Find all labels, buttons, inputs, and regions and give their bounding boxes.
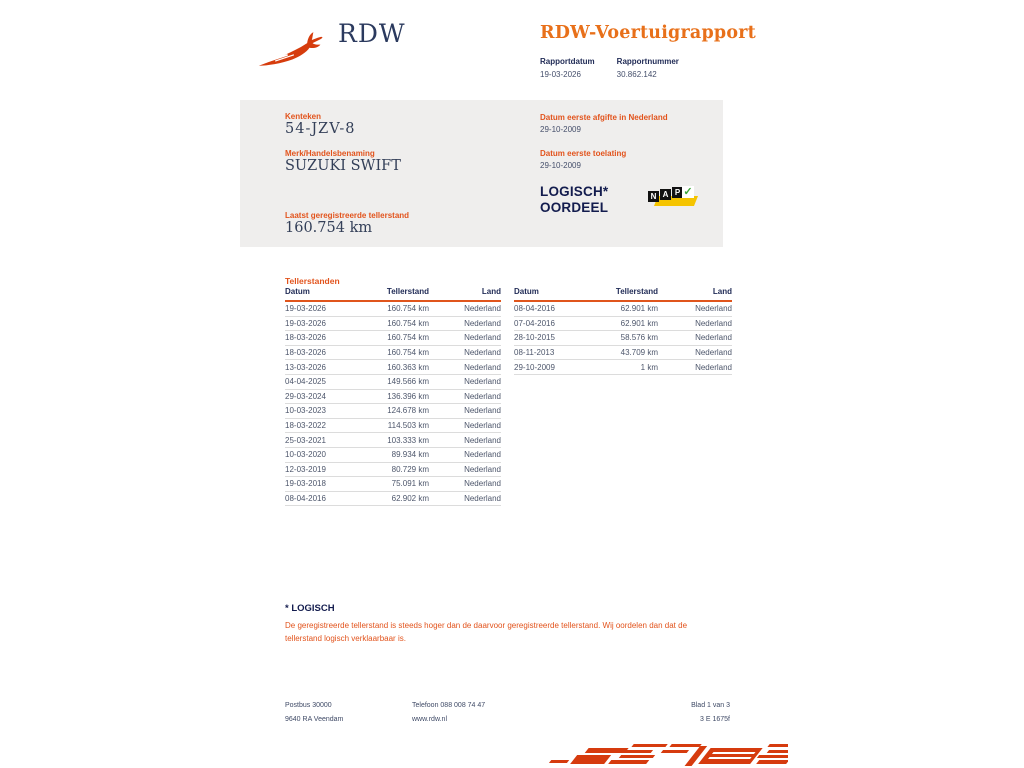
cell-land: Nederland (695, 318, 732, 328)
oordeel-line2: OORDEEL (540, 200, 609, 215)
cell-tellerstand: 136.396 km (387, 391, 429, 401)
merk-value: SUZUKI SWIFT (285, 158, 401, 174)
cell-tellerstand: 62.901 km (620, 318, 658, 328)
cell-datum: 18-03-2026 (285, 348, 326, 358)
eerste-afgifte-label: Datum eerste afgifte in Nederland (540, 113, 668, 122)
tellerstanden-table-right (514, 287, 732, 375)
cell-land: Nederland (464, 406, 501, 416)
nap-letter-p: P (672, 187, 683, 198)
table-row (285, 331, 501, 346)
footnote-title: * LOGISCH (285, 603, 335, 614)
table-row (285, 375, 501, 390)
cell-tellerstand: 75.091 km (391, 479, 429, 489)
cell-land: Nederland (464, 435, 501, 445)
footer-address-line2: 9640 RA Veendam (285, 716, 344, 723)
report-date-value: 19-03-2026 (540, 70, 581, 79)
oordeel-verdict (540, 184, 608, 216)
eerste-toelating-value: 29-10-2009 (540, 161, 581, 170)
laatste-tellerstand-value: 160.754 km (285, 220, 373, 236)
table-row (514, 360, 732, 375)
cell-tellerstand: 160.754 km (387, 333, 429, 343)
cell-tellerstand: 114.503 km (387, 421, 429, 431)
cell-datum: 25-03-2021 (285, 435, 326, 445)
cell-datum: 19-03-2026 (285, 304, 326, 314)
kenteken-value: 54-JZV-8 (285, 121, 356, 137)
report-meta (540, 57, 679, 79)
table-row (285, 390, 501, 405)
column-header-datum: Datum (285, 287, 310, 296)
tellerstanden-section-title: Tellerstanden (285, 276, 340, 286)
cell-tellerstand: 160.754 km (387, 304, 429, 314)
rdw-logo-text: RDW (338, 19, 406, 48)
cell-datum: 28-10-2015 (514, 333, 555, 343)
footer-page-number: Blad 1 van 3 (691, 702, 730, 709)
table-row (285, 492, 501, 507)
report-number-value: 30.862.142 (616, 70, 657, 79)
cell-land: Nederland (695, 348, 732, 358)
footer-address-line1: Postbus 30000 (285, 702, 332, 709)
cell-land: Nederland (464, 333, 501, 343)
table-row (285, 302, 501, 317)
column-header-land: Land (481, 287, 501, 296)
rdw-bird-logo-icon (258, 24, 336, 70)
report-date-label: Rapportdatum (540, 57, 595, 66)
oordeel-line1: LOGISCH* (540, 184, 609, 199)
table-row (285, 419, 501, 434)
cell-land: Nederland (464, 348, 501, 358)
cell-tellerstand: 1 km (640, 362, 658, 372)
cell-datum: 04-04-2025 (285, 377, 326, 387)
cell-datum: 08-04-2016 (514, 304, 555, 314)
cell-datum: 13-03-2026 (285, 362, 326, 372)
cell-tellerstand: 149.566 km (387, 377, 429, 387)
footnote-text: De geregistreerde tellerstand is steeds hoger dan de daarvoor geregistreerde tellerstand. Wij oordelen dan dat de tellerstand logisch verklaarbaar is. (285, 621, 688, 643)
cell-datum: 19-03-2026 (285, 318, 326, 328)
cell-tellerstand: 62.901 km (620, 304, 658, 314)
cell-datum: 19-03-2018 (285, 479, 326, 489)
cell-land: Nederland (464, 450, 501, 460)
nap-letter-a: A (660, 189, 671, 200)
table-row (514, 331, 732, 346)
column-header-tellerstand: Tellerstand (386, 287, 429, 296)
cell-tellerstand: 80.729 km (391, 464, 429, 474)
cell-datum: 08-04-2016 (285, 494, 326, 504)
nap-checkmark-icon: ✓ (683, 186, 693, 198)
footer-phone: Telefoon 088 008 74 47 (412, 702, 486, 709)
cell-tellerstand: 160.363 km (387, 362, 429, 372)
cell-tellerstand: 58.576 km (620, 333, 658, 343)
table-row (285, 346, 501, 361)
table-row (285, 404, 501, 419)
merk-label: Merk/Handelsbenaming (285, 149, 375, 158)
report-number-label: Rapportnummer (616, 57, 679, 66)
cell-tellerstand: 160.754 km (387, 318, 429, 328)
tellerstanden-table-left (285, 287, 501, 506)
table-row (514, 346, 732, 361)
cell-land: Nederland (464, 304, 501, 314)
vehicle-info-box (240, 100, 723, 247)
cell-tellerstand: 103.333 km (387, 435, 429, 445)
table-row (285, 360, 501, 375)
nap-logo-icon (648, 184, 698, 210)
table-row (285, 317, 501, 332)
cell-datum: 10-03-2020 (285, 450, 326, 460)
cell-tellerstand: 89.934 km (391, 450, 429, 460)
cell-datum: 08-11-2013 (514, 348, 555, 358)
table-row (514, 317, 732, 332)
cell-land: Nederland (464, 494, 501, 504)
nap-letter-n: N (648, 191, 659, 202)
table-row (285, 477, 501, 492)
cell-land: Nederland (464, 362, 501, 372)
cell-land: Nederland (464, 464, 501, 474)
table-row (285, 463, 501, 478)
cell-tellerstand: 124.678 km (387, 406, 429, 416)
column-header-tellerstand: Tellerstand (615, 287, 658, 296)
report-date (540, 57, 595, 79)
table-row (285, 448, 501, 463)
footer-website: www.rdw.nl (412, 716, 448, 723)
cell-land: Nederland (464, 391, 501, 401)
page-title: RDW-Voertuigrapport (540, 23, 756, 43)
eerste-afgifte-value: 29-10-2009 (540, 125, 581, 134)
cell-land: Nederland (695, 362, 732, 372)
cell-datum: 18-03-2022 (285, 421, 326, 431)
cell-tellerstand: 62.902 km (391, 494, 429, 504)
cell-tellerstand: 43.709 km (620, 348, 658, 358)
table-body (514, 302, 732, 375)
column-header-land: Land (712, 287, 732, 296)
eerste-toelating-label: Datum eerste toelating (540, 149, 627, 158)
cell-land: Nederland (464, 377, 501, 387)
cell-datum: 10-03-2023 (285, 406, 326, 416)
cell-datum: 18-03-2026 (285, 333, 326, 343)
cell-datum: 12-03-2019 (285, 464, 326, 474)
table-header (514, 287, 732, 302)
cell-land: Nederland (464, 318, 501, 328)
kenteken-label: Kenteken (285, 112, 322, 121)
cell-land: Nederland (464, 421, 501, 431)
footer-doc-code: 3 E 1675f (700, 716, 730, 723)
table-row (514, 302, 732, 317)
column-header-datum: Datum (514, 287, 539, 296)
cell-datum: 07-04-2016 (514, 318, 555, 328)
cell-tellerstand: 160.754 km (387, 348, 429, 358)
rdw-wing-graphic (545, 742, 788, 768)
table-header (285, 287, 501, 302)
table-body (285, 302, 501, 506)
cell-land: Nederland (464, 479, 501, 489)
table-row (285, 433, 501, 448)
cell-land: Nederland (695, 333, 732, 343)
report-number (617, 57, 679, 79)
cell-datum: 29-10-2009 (514, 362, 555, 372)
laatste-tellerstand-label: Laatst geregistreerde tellerstand (285, 211, 410, 220)
cell-land: Nederland (695, 304, 732, 314)
cell-datum: 29-03-2024 (285, 391, 326, 401)
